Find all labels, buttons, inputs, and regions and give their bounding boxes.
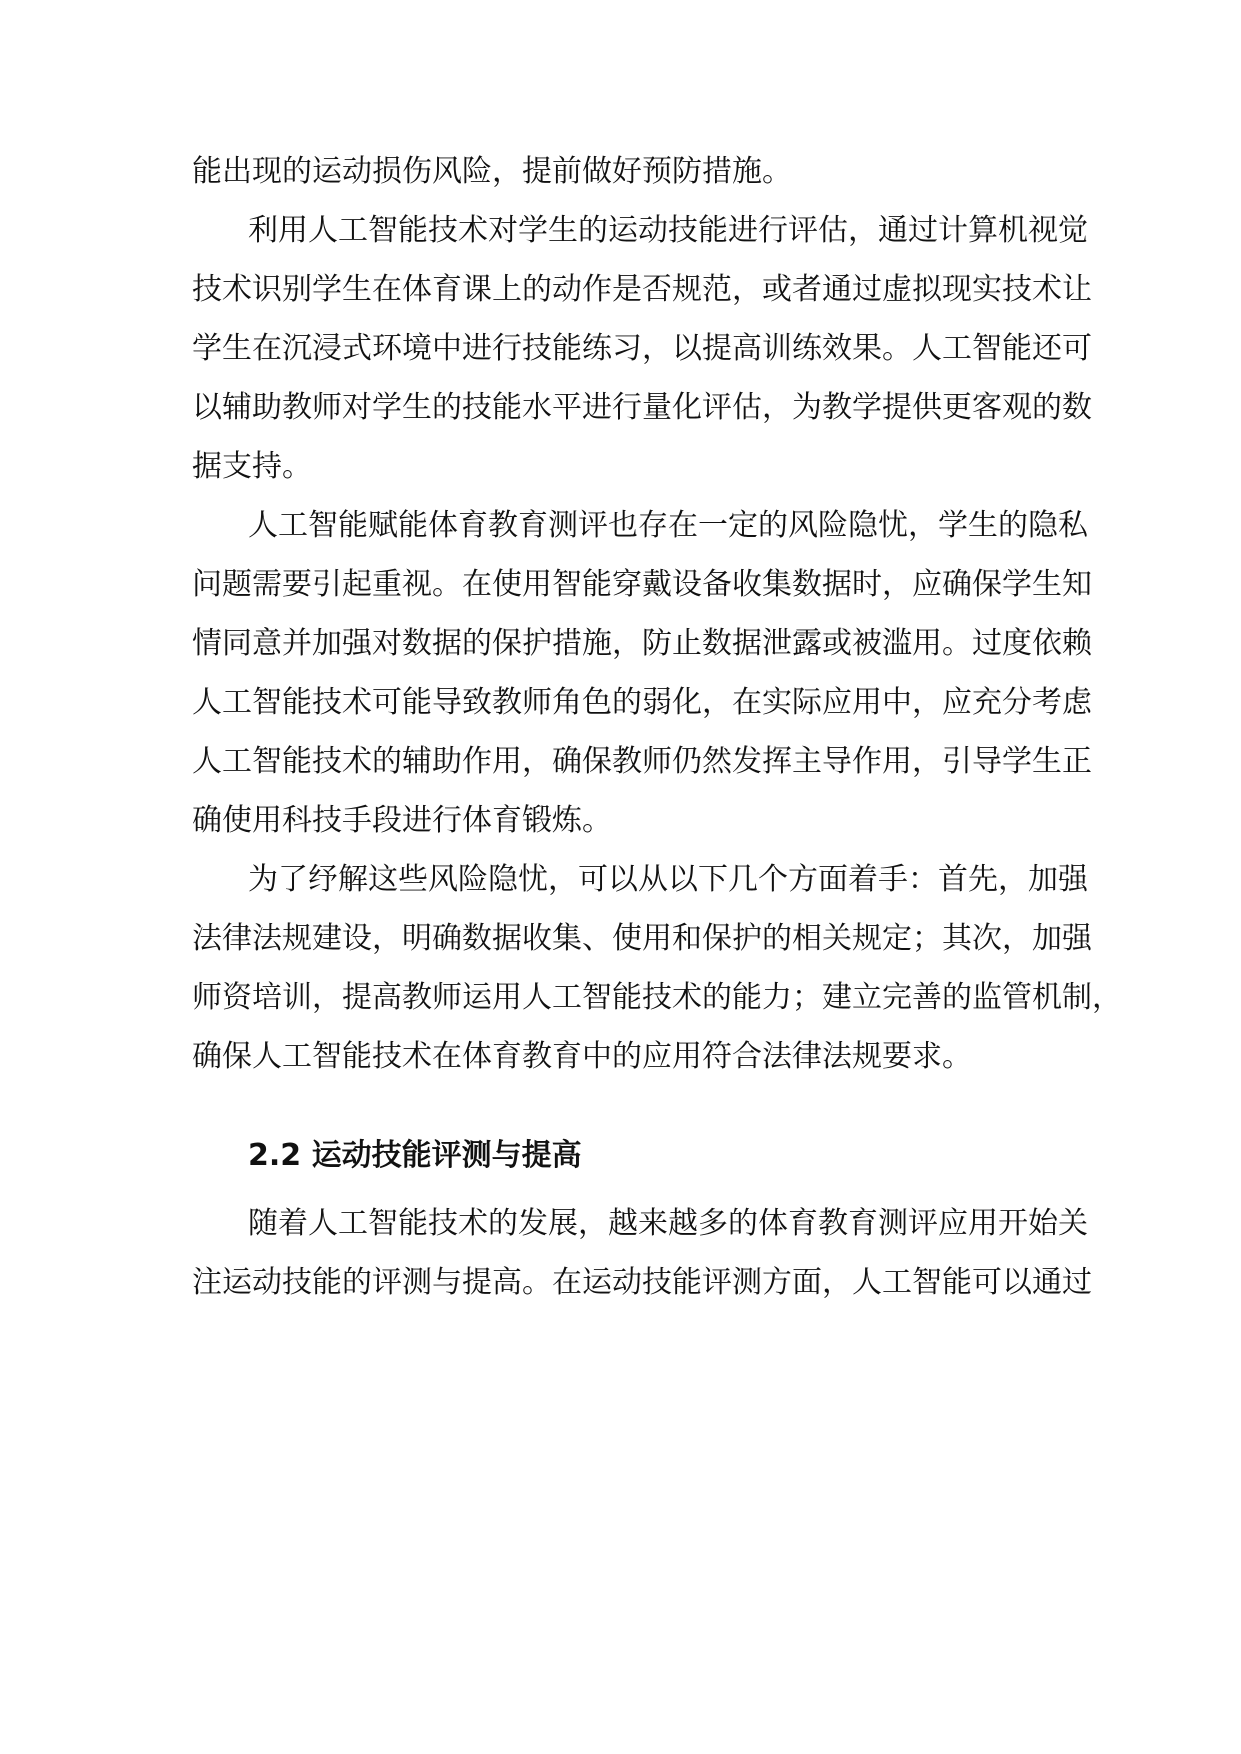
text-line: 技术识别学生在体育课上的动作是否规范，或者通过虚拟现实技术让 <box>192 272 1092 307</box>
text-line: 法律法规建设，明确数据收集、使用和保护的相关规定；其次，加强 <box>192 921 1092 956</box>
text-line: 人工智能技术可能导致教师角色的弱化，在实际应用中，应充分考虑 <box>192 685 1092 720</box>
paragraph-1 <box>192 142 1052 201</box>
text-line: 人工智能技术的辅助作用，确保教师仍然发挥主导作用，引导学生正 <box>192 744 1092 779</box>
paragraph-4 <box>192 850 1122 1086</box>
text-line: 确保人工智能技术在体育教育中的应用符合法律法规要求。 <box>192 1039 972 1074</box>
text-line: 确使用科技手段进行体育锻炼。 <box>192 803 612 838</box>
text-line: 情同意并加强对数据的保护措施，防止数据泄露或被滥用。过度依赖 <box>192 626 1092 661</box>
paragraph-2 <box>192 201 1092 496</box>
text-line: 注运动技能的评测与提高。在运动技能评测方面，人工智能可以通过 <box>192 1265 1092 1300</box>
text-line: 师资培训，提高教师运用人工智能技术的能力；建立完善的监管机制， <box>192 980 1122 1015</box>
text-line: 以辅助教师对学生的技能水平进行量化评估，为教学提供更客观的数 <box>192 390 1092 425</box>
text-line: 随着人工智能技术的发展，越来越多的体育教育测评应用开始关 <box>248 1206 1088 1241</box>
text-line: 问题需要引起重视。在使用智能穿戴设备收集数据时，应确保学生知 <box>192 567 1092 602</box>
section-heading: 2.2 运动技能评测与提高 <box>248 1138 582 1173</box>
text-line: 学生在沉浸式环境中进行技能练习，以提高训练效果。人工智能还可 <box>192 331 1092 366</box>
text-line: 为了纾解这些风险隐忧，可以从以下几个方面着手：首先，加强 <box>248 862 1088 897</box>
text-line: 能出现的运动损伤风险，提前做好预防措施。 <box>192 154 792 189</box>
paragraph-3 <box>192 496 1092 850</box>
text-line: 人工智能赋能体育教育测评也存在一定的风险隐忧，学生的隐私 <box>248 508 1088 543</box>
text-line: 据支持。 <box>192 449 312 484</box>
document-page <box>192 142 1122 1312</box>
text-line: 利用人工智能技术对学生的运动技能进行评估，通过计算机视觉 <box>248 213 1088 248</box>
paragraph-5 <box>192 1194 1092 1312</box>
